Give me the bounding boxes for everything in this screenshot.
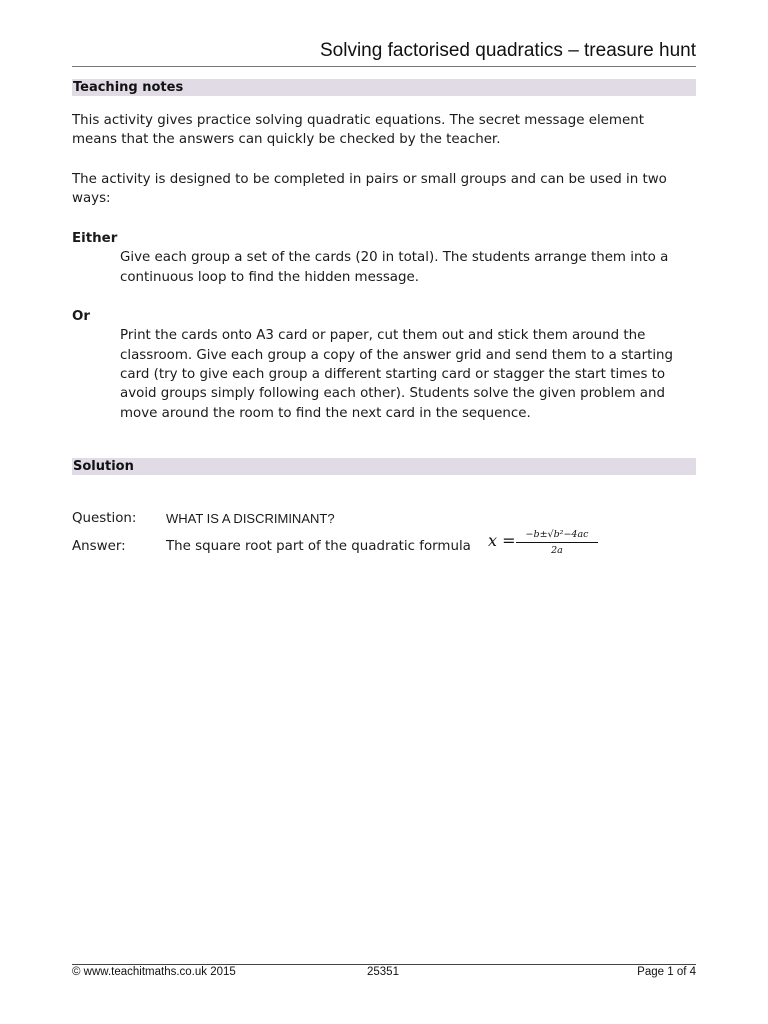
formula-lhs: x = (488, 531, 516, 550)
intro-line-2: means that the answers can quickly be checked by the teacher. (72, 132, 501, 147)
or-line-4: avoid groups simply following each other). Students solve the given problem and (120, 386, 665, 401)
intro-line-1: This activity gives practice solving quadratic equations. The secret message element (72, 113, 644, 128)
formula-fraction (514, 529, 600, 557)
formula-numerator: −b±√b²−4ac (525, 529, 589, 540)
question-label: Question: (72, 511, 137, 526)
footer-page-number: Page 1 of 4 (637, 966, 696, 978)
fraction-bar (516, 542, 598, 543)
quadratic-formula (488, 529, 618, 563)
usage-line-2: ways: (72, 191, 111, 206)
question-text: WHAT IS A DISCRIMINANT? (166, 511, 335, 526)
footer-copyright: © www.teachitmaths.co.uk 2015 (72, 966, 236, 978)
formula-denominator: 2a (551, 545, 563, 556)
usage-line-1: The activity is designed to be completed in pairs or small groups and can be used in two (72, 172, 667, 187)
footer-divider (72, 964, 696, 965)
either-line-1: Give each group a set of the cards (20 in total). The students arrange them into a (120, 250, 669, 265)
or-label: Or (72, 309, 90, 324)
either-label: Either (72, 231, 118, 246)
or-line-5: move around the room to find the next card in the sequence. (120, 406, 531, 421)
either-line-2: continuous loop to find the hidden message. (120, 270, 419, 285)
header-divider (72, 66, 696, 67)
document-title: Solving factorised quadratics – treasure hunt (320, 40, 696, 61)
answer-label: Answer: (72, 539, 126, 554)
answer-text: The square root part of the quadratic formula (166, 539, 471, 554)
solution-heading: Solution (72, 458, 696, 475)
or-line-2: classroom. Give each group a copy of the answer grid and send them to a starting (120, 348, 674, 363)
or-line-3: card (try to give each group a different starting card or stagger the start times to (120, 367, 666, 382)
teaching-notes-heading: Teaching notes (72, 79, 696, 96)
or-line-1: Print the cards onto A3 card or paper, cut them out and stick them around the (120, 328, 646, 343)
footer-resource-id: 25351 (367, 966, 399, 978)
